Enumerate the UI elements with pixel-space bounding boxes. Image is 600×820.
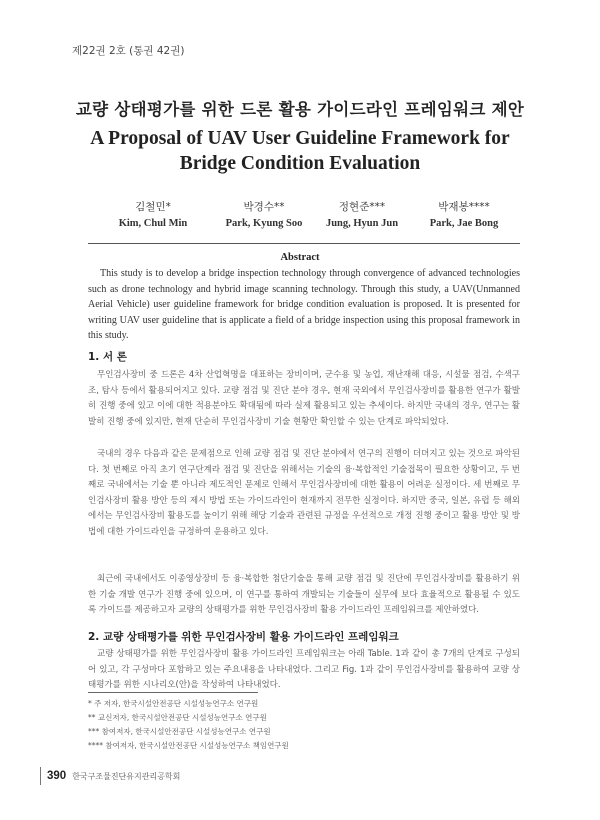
body-paragraph: 국내의 경우 다음과 같은 문제점으로 인해 교량 점검 및 진단 분야에서 연구의 진행이 더뎌지고 있는 것으로 파악된다. 첫 번째로 아직 초기 연구단계라 점검 및 진단을 위해서는 기술의 융·복합적인 기술접목이 필요한 상황이고, 두 번째로 국내에서는 기술 뿐 아니라 제도적인 문제로 인해서 무인검사장비에 대한 활용이 어려운 실정이다. 세 번째로 무인검사장비 활용 방안 등의 제시 방법 또는 가이드라인이 현재까지 전무한 실정이다. 하지만 중국, 일본, 유럽 등 해외에서는 무인검사장비 활용도를 높이기 위해 해당 기술과 관련된 규정을 우선적으로 개정 진행 중이고 활용 방안 및 방법에 대한 가이드라인을 규정하여 운용하고 있다. (88, 449, 520, 537)
abstract-text: This study is to develop a bridge inspection technology through convergence of advanced technologies such as drone technology and hybrid image scanning technology. Through this study, a UAV(Unmanned Aerial Vehicle) user guideline framework for bridge condition evaluation is proposed. It is presented for writing UAV user guideline that is applicate a field of a bridge inspection using this proposal framework in this study. (88, 268, 520, 341)
author-list (108, 199, 508, 229)
issue-info: 제22권 2호 (통권 42권) (72, 45, 185, 57)
author-name-english: Park, Jae Bong (429, 218, 499, 229)
author (414, 199, 514, 229)
body-paragraph: 교량 상태평가를 위한 무인검사장비 활용 가이드라인 프레임워크는 아래 Table. 1과 같이 총 7개의 단계로 구성되어 있고, 각 구성마다 포함하고 있는 주요내용을 나타내었다. 그리고 Fig. 1과 같이 무인검사장비를 활용하여 교량 상태평가를 위한 시나리오(안)을 작성하여 나타내었다. (88, 649, 520, 690)
footnote: ** 교신저자, 한국시설안전공단 시설성능연구소 연구원 (88, 713, 267, 722)
author (312, 199, 412, 229)
body-paragraph: 최근에 국내에서도 이종영상장비 등 융·복합한 첨단기술을 통해 교량 점검 및 진단에 무인검사장비를 활용하기 위한 기술 개발 연구가 진행 중에 있으며, 이 연구를 통하여 개발되는 기술들이 실무에 보다 효율적으로 활용될 수 있도록 가이드를 제공하고자 교량의 상태평가를 위한 무인검사장비 활용 가이드라인 프레임워크를 제안하였다. (88, 574, 520, 615)
title-english-line2: Bridge Condition Evaluation (179, 153, 421, 174)
title-english-line1: A Proposal of UAV User Guideline Framework for (90, 128, 510, 149)
author (108, 199, 198, 229)
author-name-english: Kim, Chul Min (118, 218, 188, 229)
footnote: **** 참여저자, 한국시설안전공단 시설성능연구소 책임연구원 (88, 741, 289, 750)
footnote-divider (88, 692, 258, 693)
footnote: * 주 저자, 한국시설안전공단 시설성능연구소 연구원 (88, 699, 259, 708)
author-name-korean: 박경수** (243, 201, 285, 213)
section-heading-introduction: 1. 서 론 (88, 351, 127, 363)
footer-divider (40, 767, 41, 785)
author-name-english: Park, Kyung Soo (225, 218, 303, 229)
title-korean: 교량 상태평가를 위한 드론 활용 가이드라인 프레임워크 제안 (75, 100, 525, 119)
footnotes (88, 697, 520, 753)
section-heading-framework: 2. 교량 상태평가를 위한 무인검사장비 활용 가이드라인 프레임워크 (88, 631, 399, 643)
author-name-korean: 박재봉**** (438, 201, 490, 213)
author-name-korean: 김철민* (135, 201, 171, 213)
author-name-korean: 정현준*** (338, 201, 386, 213)
author (214, 199, 314, 229)
body-paragraph: 무인검사장비 중 드론은 4차 산업혁명을 대표하는 장비이며, 군수용 및 농업, 재난재해 대응, 시설물 점검, 수색구조, 탐사 등에서 활용되어지고 있다. 교량 점검 및 진단 분야 경우, 현재 국외에서 무인검사장비를 활용한 연구가 활발히 진행 중에 있고 이에 대한 적용분야도 확대됨에 따라 실제 활용되고 있는 추세이다. 하지만 국내의 경우, 연구는 활발히 진행 중에 있지만, 현재 단순히 무인검사장비 기술 현황만 확인할 수 있는 단계로 파악되었다. (88, 370, 520, 427)
journal-name: 한국구조물진단유지관리공학회 (72, 771, 181, 781)
footnote: *** 참여저자, 한국시설안전공단 시설성능연구소 연구원 (88, 727, 271, 736)
title-divider (88, 243, 520, 244)
abstract-heading: Abstract (280, 252, 320, 263)
page-footer (40, 766, 180, 786)
author-name-english: Jung, Hyun Jun (325, 218, 399, 229)
page-number: 390 (47, 770, 67, 782)
